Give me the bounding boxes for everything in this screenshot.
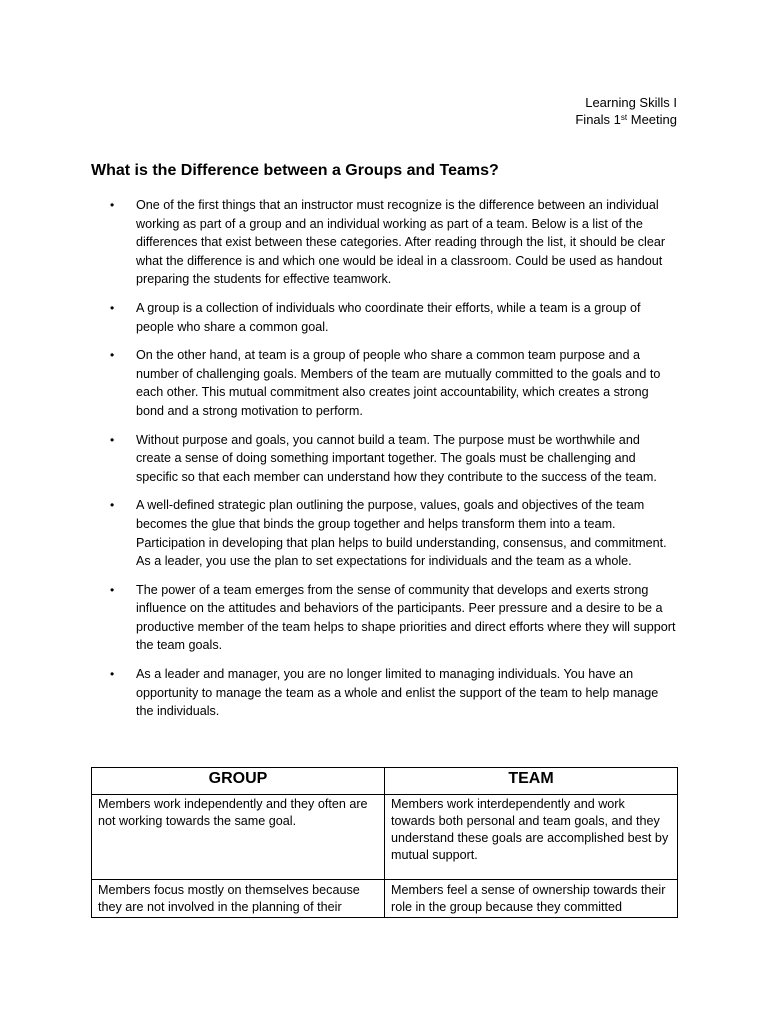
header-team: TEAM — [385, 768, 678, 795]
bullet-item — [110, 346, 676, 420]
bullet-dot: • — [110, 348, 115, 363]
table-cell-group: Members work independently and they often are not working towards the same goal. — [92, 795, 385, 880]
meeting-ordinal-suffix: st — [620, 113, 628, 122]
meeting-label — [575, 111, 677, 128]
bullet-dot: • — [110, 582, 115, 597]
bullet-dot: • — [110, 498, 115, 513]
table-row — [92, 795, 678, 880]
bullet-item — [110, 299, 676, 336]
course-name: Learning Skills I — [585, 95, 677, 110]
bullet-text: A well-defined strategic plan outlining the purpose, values, goals and objectives of the team becomes the glue that binds the group together and helps transform them into a team. Participation in developing that plan helps to build understanding, consensus, and commitment. As a leader, you use the plan to set expectations for individuals and the team as a whole. — [136, 498, 667, 569]
bullet-item — [110, 196, 676, 289]
bullet-item — [110, 581, 676, 655]
document-header — [575, 94, 677, 128]
table-cell-team: Members work interdependently and work towards both personal and team goals, and they understand these goals are accomplished best by mutual support. — [385, 795, 678, 880]
bullet-item — [110, 665, 676, 721]
bullet-dot: • — [110, 198, 115, 212]
comparison-table — [91, 767, 678, 918]
bullet-item — [110, 496, 676, 570]
bullet-text: One of the first things that an instructor must recognize is the difference between an individual working as part of a group and an individual working as part of a team. Below is a list of the differences that exist between these categories. After reading through the list, it should be clear what the difference is and which one would be ideal in a classroom. Could be used as handout preparing the students for effective teamwork. — [136, 198, 666, 287]
bullet-list — [110, 196, 676, 731]
bullet-text: On the other hand, at team is a group of people who share a common team purpose and a number of challenging goals. Members of the team are mutually committed to the goals and to each other. This mutual commitment also creates joint accountability, which creates a strong bond and a strong motivation to perform. — [136, 348, 661, 418]
bullet-text: As a leader and manager, you are no longer limited to managing individuals. You have an opportunity to manage the team as a whole and enlist the support of the team to help manage the individuals. — [136, 667, 659, 719]
table-row — [92, 880, 678, 918]
table-header-row — [92, 768, 678, 795]
page-title: What is the Difference between a Groups and Teams? — [91, 162, 499, 179]
bullet-item — [110, 431, 676, 487]
table-cell-group: Members focus mostly on themselves because they are not involved in the planning of their — [92, 880, 385, 918]
bullet-text: Without purpose and goals, you cannot build a team. The purpose must be worthwhile and create a sense of doing something important together. The goals must be challenging and specific so that each member can understand how they contribute to the success of the team. — [136, 432, 657, 484]
bullet-dot: • — [110, 300, 115, 315]
bullet-dot: • — [110, 667, 115, 682]
bullet-dot: • — [110, 432, 115, 447]
meeting-suffix: Meeting — [627, 112, 677, 127]
header-group: GROUP — [92, 768, 385, 795]
meeting-prefix: Finals 1 — [575, 112, 621, 127]
bullet-text: The power of a team emerges from the sense of community that develops and exerts strong influence on the attitudes and behaviors of the participants. Peer pressure and a desire to be a productive member of the team helps to shape priorities and direct efforts where they will support the team goals. — [136, 582, 676, 653]
bullet-text: A group is a collection of individuals who coordinate their efforts, while a team is a group of people who share a common goal. — [136, 300, 641, 334]
table-cell-team: Members feel a sense of ownership towards their role in the group because they committed — [385, 880, 678, 918]
